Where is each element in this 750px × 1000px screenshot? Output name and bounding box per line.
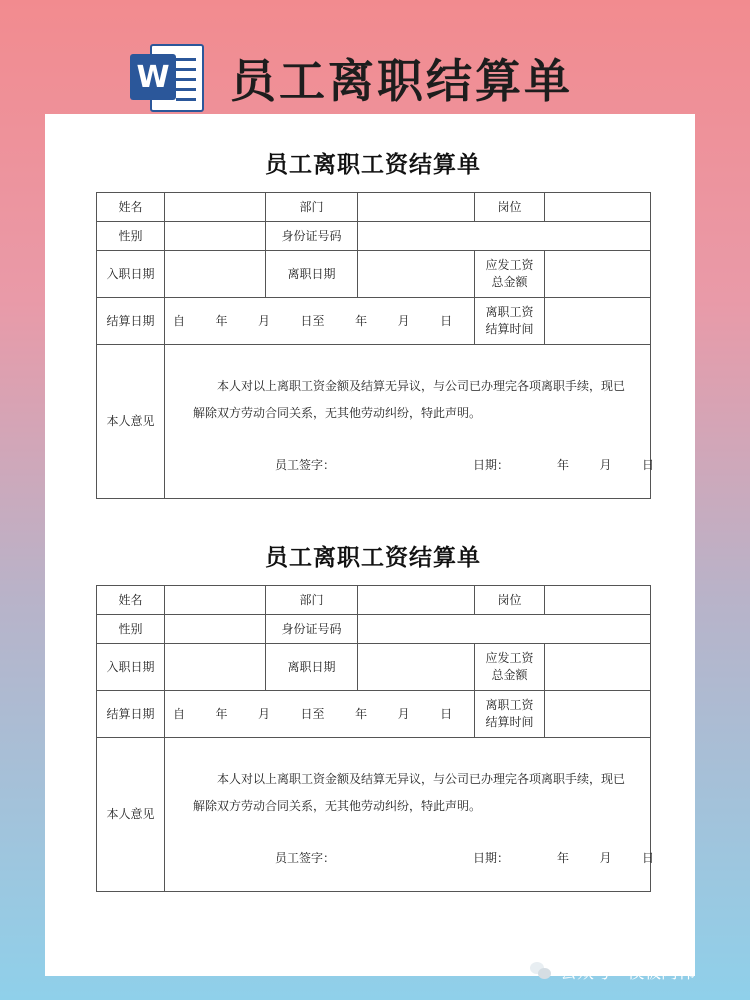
leave-date-label: 离职日期	[266, 251, 358, 298]
signature-label: 员工签字：	[275, 458, 336, 472]
department-field[interactable]	[358, 586, 475, 615]
form-title: 员工离职工资结算单	[265, 151, 481, 178]
settlement-period-field[interactable]: 自 年 月 日至 年 月 日	[165, 691, 475, 738]
position-field[interactable]	[545, 193, 651, 222]
name-label: 姓名	[97, 193, 165, 222]
page-header	[130, 38, 573, 118]
id-number-field[interactable]	[358, 615, 651, 644]
department-label: 部门	[266, 193, 358, 222]
watermark	[530, 958, 695, 982]
form-title: 员工离职工资结算单	[265, 544, 481, 571]
header-title: 员工离职结算单	[230, 54, 573, 108]
department-label: 部门	[266, 586, 358, 615]
hire-date-label: 入职日期	[97, 251, 165, 298]
date-label: 日期：	[473, 851, 510, 865]
total-wage-field[interactable]	[545, 644, 651, 691]
total-wage-field[interactable]	[545, 251, 651, 298]
pay-time-label: 离职工资 结算时间	[475, 298, 545, 345]
position-label: 岗位	[475, 586, 545, 615]
total-wage-label: 应发工资 总金额	[475, 644, 545, 691]
id-number-label: 身份证号码	[266, 222, 358, 251]
department-field[interactable]	[358, 193, 475, 222]
hire-date-field[interactable]	[165, 251, 266, 298]
position-field[interactable]	[545, 586, 651, 615]
id-number-field[interactable]	[358, 222, 651, 251]
opinion-cell	[165, 345, 655, 499]
settlement-date-label: 结算日期	[97, 691, 165, 738]
hire-date-label: 入职日期	[97, 644, 165, 691]
settlement-period-field[interactable]: 自 年 月 日至 年 月 日	[165, 298, 475, 345]
leave-date-label: 离职日期	[266, 644, 358, 691]
date-label: 日期：	[473, 458, 510, 472]
hire-date-field[interactable]	[165, 644, 266, 691]
gender-field[interactable]	[165, 222, 266, 251]
name-label: 姓名	[97, 586, 165, 615]
statement-text: 本人对以上离职工资金额及结算无异议，与公司已办理完各项离职手续，现已解除双方劳动合同关系，无其他劳动纠纷，特此声明。	[193, 379, 626, 420]
settlement-table	[96, 585, 655, 892]
date-field[interactable]: 年 月 日	[557, 851, 655, 865]
settlement-table	[96, 192, 655, 499]
gender-label: 性别	[97, 615, 165, 644]
pay-time-field[interactable]	[545, 691, 651, 738]
statement-text: 本人对以上离职工资金额及结算无异议，与公司已办理完各项离职手续，现已解除双方劳动合同关系，无其他劳动纠纷，特此声明。	[193, 772, 626, 813]
position-label: 岗位	[475, 193, 545, 222]
leave-date-field[interactable]	[358, 644, 475, 691]
opinion-cell	[165, 738, 655, 892]
settlement-form-2	[96, 531, 655, 892]
signature-label: 员工签字：	[275, 851, 336, 865]
total-wage-label: 应发工资 总金额	[475, 251, 545, 298]
pay-time-field[interactable]	[545, 298, 651, 345]
gender-label: 性别	[97, 222, 165, 251]
pay-time-label: 离职工资 结算时间	[475, 691, 545, 738]
name-field[interactable]	[165, 586, 266, 615]
settlement-form-1	[96, 138, 655, 499]
wechat-icon	[530, 960, 552, 980]
word-icon: W	[130, 40, 208, 116]
gender-field[interactable]	[165, 615, 266, 644]
date-field[interactable]: 年 月 日	[557, 458, 655, 472]
opinion-label: 本人意见	[97, 345, 165, 499]
settlement-date-label: 结算日期	[97, 298, 165, 345]
name-field[interactable]	[165, 193, 266, 222]
opinion-label: 本人意见	[97, 738, 165, 892]
leave-date-field[interactable]	[358, 251, 475, 298]
watermark-text: 公众号 · 模板阿伟	[560, 962, 696, 983]
document-page	[45, 114, 695, 976]
id-number-label: 身份证号码	[266, 615, 358, 644]
